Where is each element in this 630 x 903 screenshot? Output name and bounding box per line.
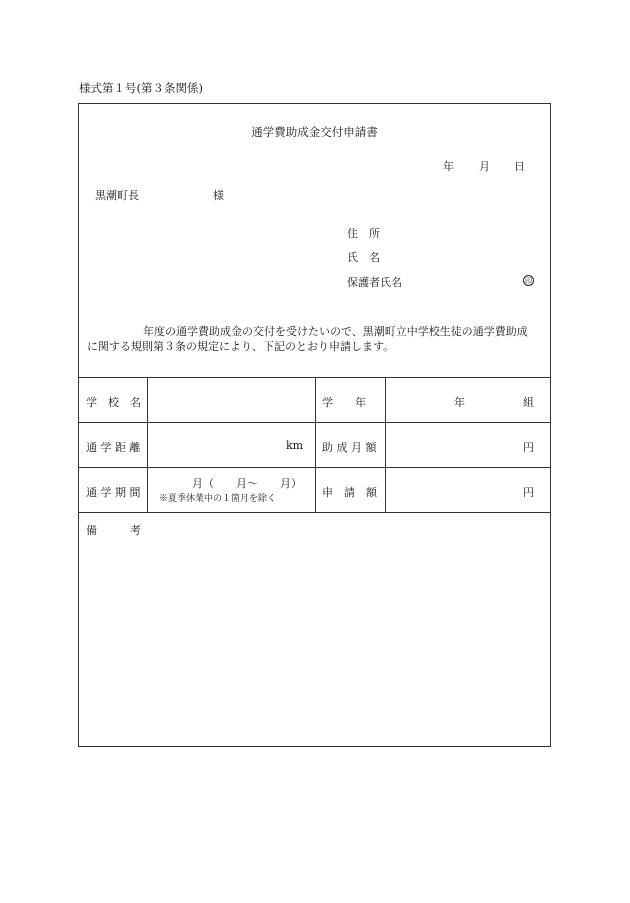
monthly-amount-label: 助 成 月 額 (322, 441, 377, 454)
form-number-label: 様式第１号(第３条関係) (79, 81, 203, 95)
period-note: ※夏季休業中の１箇月を除く (159, 494, 277, 504)
grade-class: 組 (523, 396, 534, 409)
monthly-amount-unit: 円 (523, 441, 534, 454)
request-amount-label: 申 請 額 (322, 486, 377, 499)
statement-line-2: に関する規則第３条の規定により、下記のとおり申請します。 (87, 340, 395, 353)
guardian-name-label: 保護者氏名 (347, 276, 402, 289)
grade-year: 年 (454, 396, 465, 409)
addressee-name: 黒潮町長 (95, 189, 139, 202)
date-day: 日 (514, 160, 525, 173)
application-statement (87, 324, 547, 354)
date-month: 月 (479, 160, 490, 173)
seal-icon: 印 (525, 277, 532, 285)
address-label: 住 所 (347, 227, 380, 240)
period-value: 月（ 月～ 月） (192, 477, 302, 490)
remarks-label: 備 考 (86, 524, 141, 537)
request-amount-unit: 円 (523, 486, 534, 499)
distance-unit: km (286, 439, 304, 452)
date-year: 年 (443, 160, 454, 173)
name-label: 氏 名 (347, 251, 380, 264)
statement-line-1: 年度の通学費助成金の交付を受けたいので、黒潮町立中学校生徒の通学費助成 (143, 325, 528, 338)
addressee-honorific: 様 (213, 189, 224, 202)
distance-label: 通 学 距 離 (86, 441, 141, 454)
form-title: 通学費助成金交付申請書 (251, 125, 378, 139)
school-name-label: 学 校 名 (86, 396, 141, 409)
grade-label: 学 年 (322, 396, 366, 409)
period-label: 通 学 期 間 (86, 486, 141, 499)
application-form (78, 103, 551, 747)
